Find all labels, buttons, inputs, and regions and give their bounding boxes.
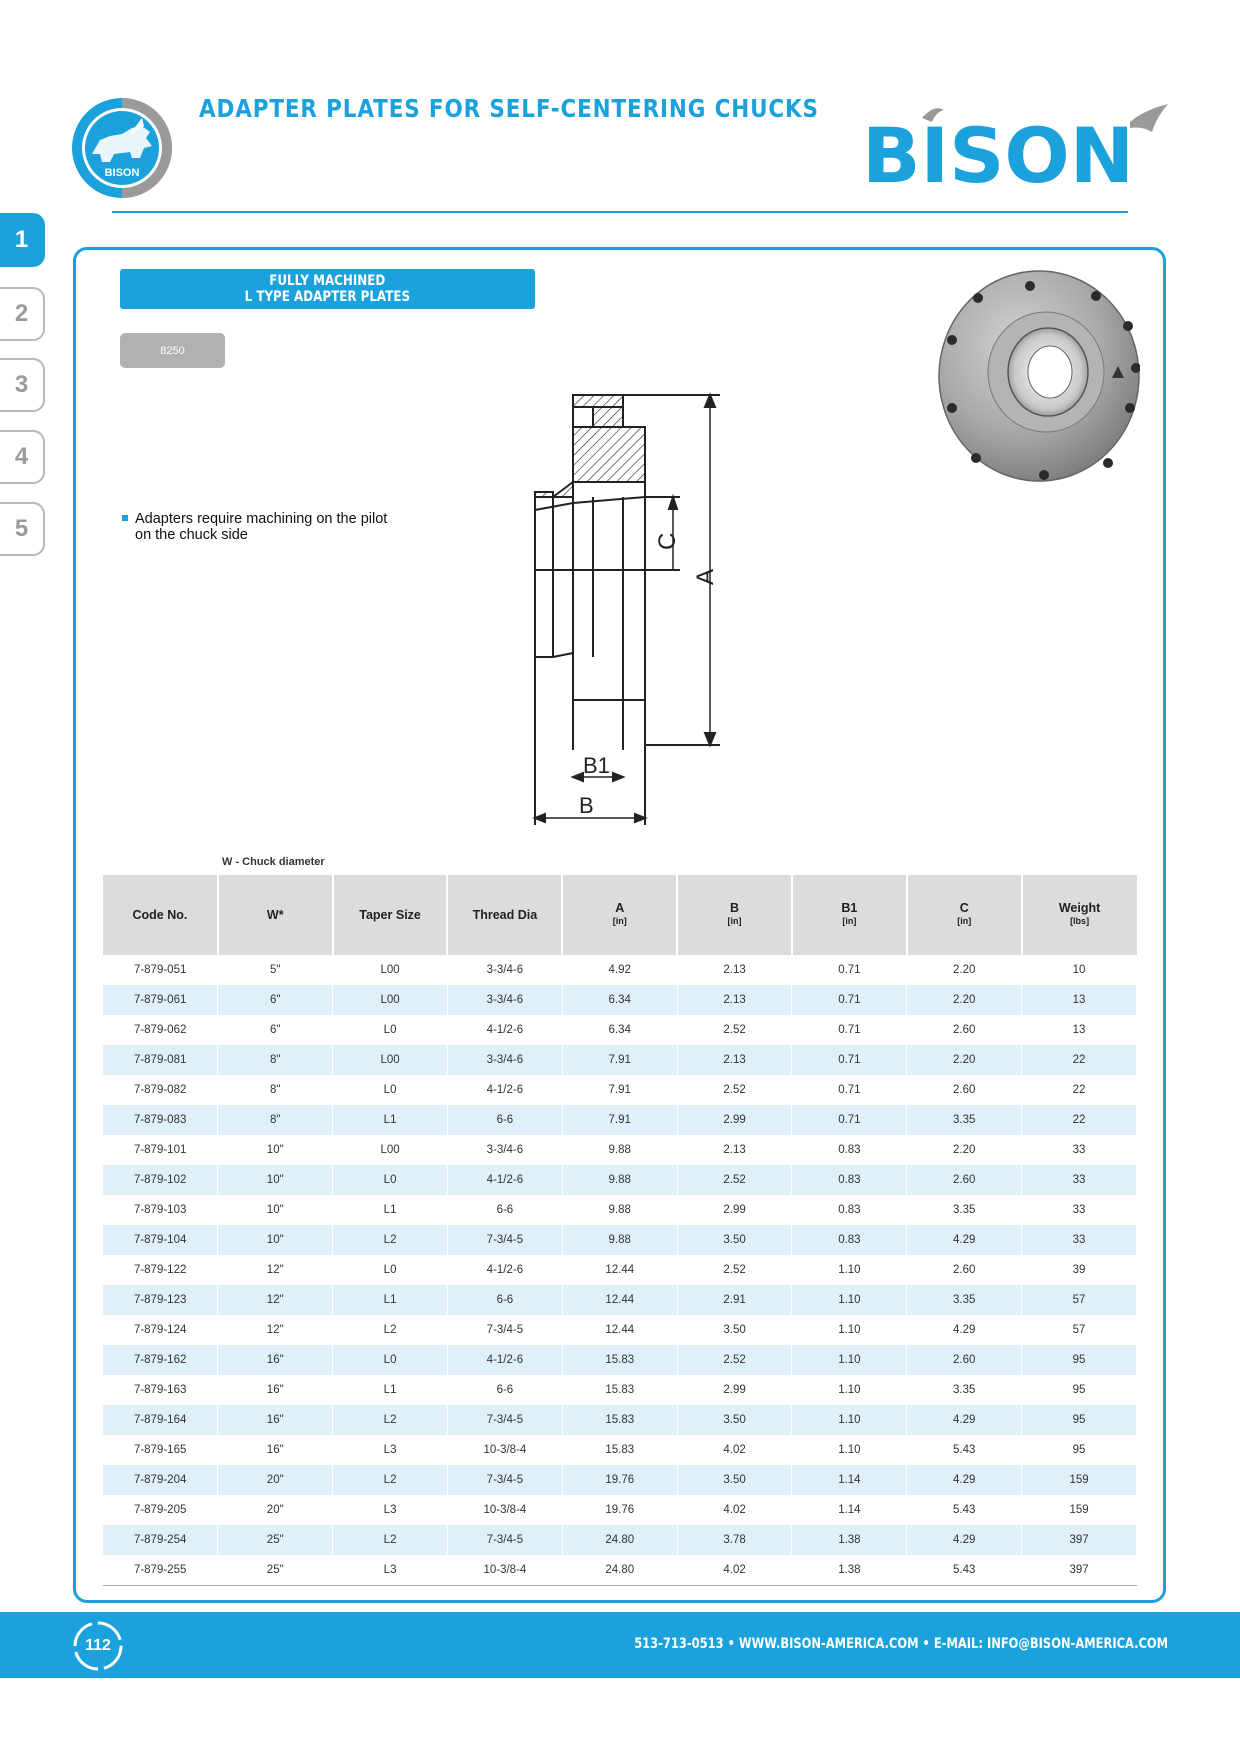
table-cell: 9.88 (562, 1135, 677, 1165)
bison-logo (70, 96, 174, 200)
table-cell: 2.20 (907, 1045, 1022, 1075)
table-cell: L0 (333, 1015, 448, 1045)
table-cell: L2 (333, 1225, 448, 1255)
banner-line-1: FULLY MACHINED (269, 273, 386, 289)
table-cell: 7-3/4-5 (447, 1405, 562, 1435)
table-cell: 13 (1022, 1015, 1137, 1045)
table-cell: L00 (333, 985, 448, 1015)
table-cell: L2 (333, 1405, 448, 1435)
table-cell: 4.29 (907, 1525, 1022, 1555)
bison-brand-logo (862, 104, 1172, 186)
table-cell: 6.34 (562, 1015, 677, 1045)
table-cell: 9.88 (562, 1165, 677, 1195)
header-w: W* (218, 875, 333, 955)
table-cell: 39 (1022, 1255, 1137, 1285)
svg-text:BISON: BISON (862, 111, 1134, 186)
table-cell: 3.35 (907, 1285, 1022, 1315)
table-cell: L0 (333, 1345, 448, 1375)
table-cell: 3.50 (677, 1405, 792, 1435)
table-cell: 95 (1022, 1375, 1137, 1405)
table-cell: 16" (218, 1375, 333, 1405)
table-cell: 4.02 (677, 1495, 792, 1525)
table-cell: 3-3/4-6 (447, 1045, 562, 1075)
table-cell: 2.99 (677, 1195, 792, 1225)
table-cell: 2.20 (907, 985, 1022, 1015)
table-cell: 2.60 (907, 1345, 1022, 1375)
table-row (103, 1135, 1137, 1165)
table-cell: 4.29 (907, 1405, 1022, 1435)
note-line-2: on the chuck side (135, 527, 248, 543)
table-cell: 10 (1022, 955, 1137, 985)
table-cell: 8" (218, 1105, 333, 1135)
table-cell: 1.10 (792, 1255, 907, 1285)
table-cell: 7-879-122 (103, 1255, 218, 1285)
table-caption: W - Chuck diameter (222, 856, 325, 868)
table-cell: 4.02 (677, 1435, 792, 1465)
table-cell: 7-879-102 (103, 1165, 218, 1195)
table-cell: L3 (333, 1555, 448, 1586)
table-cell: 2.52 (677, 1255, 792, 1285)
table-cell: 6-6 (447, 1285, 562, 1315)
table-cell: L0 (333, 1075, 448, 1105)
table-cell: 10" (218, 1165, 333, 1195)
dimension-label-c: C (654, 532, 681, 550)
table-cell: 159 (1022, 1495, 1137, 1525)
table-cell: 2.60 (907, 1165, 1022, 1195)
table-cell: 3-3/4-6 (447, 1135, 562, 1165)
table-cell: 22 (1022, 1045, 1137, 1075)
footer-contact: 513-713-0513 • WWW.BISON-AMERICA.COM • E-MAIL: INFO@BISON-AMERICA.COM (634, 1636, 1168, 1652)
header-b1: B1 [in] (792, 875, 907, 955)
table-cell: L00 (333, 1045, 448, 1075)
table-cell: 2.20 (907, 1135, 1022, 1165)
table-cell: 2.60 (907, 1015, 1022, 1045)
table-cell: 15.83 (562, 1435, 677, 1465)
table-cell: 10-3/8-4 (447, 1555, 562, 1586)
table-row (103, 1015, 1137, 1045)
table-cell: 15.83 (562, 1375, 677, 1405)
section-tab-2[interactable]: 2 (0, 287, 45, 341)
section-tab-1[interactable]: 1 (0, 213, 45, 267)
table-cell: 3.78 (677, 1525, 792, 1555)
table-cell: 3.50 (677, 1315, 792, 1345)
table-cell: 7-3/4-5 (447, 1525, 562, 1555)
table-cell: 95 (1022, 1405, 1137, 1435)
header-code-no: Code No. (103, 875, 218, 955)
table-cell: 2.52 (677, 1345, 792, 1375)
table-cell: 7-879-205 (103, 1495, 218, 1525)
table-row (103, 1495, 1137, 1525)
header-a: A [in] (562, 875, 677, 955)
header-thread-dia: Thread Dia (447, 875, 562, 955)
table-cell: 12.44 (562, 1285, 677, 1315)
table-cell: 7-879-254 (103, 1525, 218, 1555)
table-cell: 10" (218, 1135, 333, 1165)
table-cell: 57 (1022, 1285, 1137, 1315)
table-cell: 7-3/4-5 (447, 1465, 562, 1495)
table-cell: 5" (218, 955, 333, 985)
table-cell: 10-3/8-4 (447, 1435, 562, 1465)
table-cell: 12" (218, 1285, 333, 1315)
table-cell: 2.52 (677, 1075, 792, 1105)
table-cell: 1.10 (792, 1345, 907, 1375)
table-cell: L1 (333, 1375, 448, 1405)
table-cell: 3.50 (677, 1465, 792, 1495)
table-cell: 7-879-062 (103, 1015, 218, 1045)
table-cell: 6-6 (447, 1105, 562, 1135)
table-cell: L1 (333, 1285, 448, 1315)
header-c: C [in] (907, 875, 1022, 955)
table-cell: 22 (1022, 1105, 1137, 1135)
table-cell: 3.35 (907, 1375, 1022, 1405)
table-cell: 22 (1022, 1075, 1137, 1105)
note-line-1: Adapters require machining on the pilot (135, 511, 388, 527)
table-cell: 1.10 (792, 1375, 907, 1405)
table-cell: L00 (333, 1135, 448, 1165)
table-row (103, 1465, 1137, 1495)
header-b: B [in] (677, 875, 792, 955)
table-cell: 4.29 (907, 1315, 1022, 1345)
table-cell: L1 (333, 1195, 448, 1225)
table-cell: 9.88 (562, 1195, 677, 1225)
table-cell: L0 (333, 1165, 448, 1195)
header-weight: Weight [lbs] (1022, 875, 1137, 955)
table-cell: 16" (218, 1345, 333, 1375)
table-cell: 4.29 (907, 1225, 1022, 1255)
table-cell: 7-879-164 (103, 1405, 218, 1435)
bullet-icon (122, 515, 128, 521)
table-cell: 2.13 (677, 985, 792, 1015)
table-cell: 7-879-255 (103, 1555, 218, 1586)
table-cell: 7-879-124 (103, 1315, 218, 1345)
table-cell: 33 (1022, 1165, 1137, 1195)
table-cell: 9.88 (562, 1225, 677, 1255)
table-cell: 0.71 (792, 1015, 907, 1045)
table-cell: 7-879-081 (103, 1045, 218, 1075)
table-cell: 15.83 (562, 1405, 677, 1435)
table-cell: 10-3/8-4 (447, 1495, 562, 1525)
table-cell: 10" (218, 1195, 333, 1225)
table-row (103, 1195, 1137, 1225)
table-cell: 3.50 (677, 1225, 792, 1255)
table-cell: 20" (218, 1465, 333, 1495)
table-row (103, 955, 1137, 985)
table-cell: 2.13 (677, 1135, 792, 1165)
table-cell: 6-6 (447, 1195, 562, 1225)
table-cell: 7-879-061 (103, 985, 218, 1015)
table-cell: 95 (1022, 1435, 1137, 1465)
table-row (103, 1075, 1137, 1105)
table-cell: L2 (333, 1465, 448, 1495)
adapter-plate-photo (938, 268, 1140, 485)
table-cell: L2 (333, 1525, 448, 1555)
table-cell: 2.52 (677, 1165, 792, 1195)
table-cell: L0 (333, 1255, 448, 1285)
model-badge: 8250 (120, 333, 225, 368)
svg-text:BISON: BISON (104, 167, 140, 179)
table-cell: 0.83 (792, 1195, 907, 1225)
page-title: ADAPTER PLATES FOR SELF-CENTERING CHUCKS (199, 94, 819, 123)
header-taper-size: Taper Size (333, 875, 448, 955)
section-tab-5[interactable]: 5 (0, 502, 45, 556)
table-cell: 7-879-051 (103, 955, 218, 985)
table-cell: 7-879-103 (103, 1195, 218, 1225)
table-cell: 12" (218, 1315, 333, 1345)
table-cell: 15.83 (562, 1345, 677, 1375)
table-cell: 3-3/4-6 (447, 955, 562, 985)
table-cell: 16" (218, 1435, 333, 1465)
table-cell: 7-879-082 (103, 1075, 218, 1105)
table-cell: 4-1/2-6 (447, 1255, 562, 1285)
table-cell: 57 (1022, 1315, 1137, 1345)
table-cell: 4-1/2-6 (447, 1165, 562, 1195)
table-cell: 1.10 (792, 1285, 907, 1315)
table-cell: 7-879-204 (103, 1465, 218, 1495)
table-cell: 4.92 (562, 955, 677, 985)
table-cell: 6.34 (562, 985, 677, 1015)
table-cell: 0.83 (792, 1135, 907, 1165)
table-cell: 25" (218, 1555, 333, 1586)
table-cell: 7-879-162 (103, 1345, 218, 1375)
table-cell: 7-879-101 (103, 1135, 218, 1165)
table-cell: 0.71 (792, 955, 907, 985)
table-cell: 1.10 (792, 1435, 907, 1465)
table-cell: L2 (333, 1315, 448, 1345)
table-cell: 3.35 (907, 1105, 1022, 1135)
table-cell: 7-879-165 (103, 1435, 218, 1465)
table-cell: 7-879-123 (103, 1285, 218, 1315)
table-cell: 19.76 (562, 1495, 677, 1525)
table-row (103, 1405, 1137, 1435)
table-cell: 7-3/4-5 (447, 1315, 562, 1345)
table-cell: 12" (218, 1255, 333, 1285)
section-tab-4[interactable]: 4 (0, 430, 45, 484)
table-cell: 5.43 (907, 1555, 1022, 1586)
table-cell: 7.91 (562, 1045, 677, 1075)
table-cell: 10" (218, 1225, 333, 1255)
section-tab-3[interactable]: 3 (0, 358, 45, 412)
table-cell: 1.14 (792, 1495, 907, 1525)
table-cell: 7-879-083 (103, 1105, 218, 1135)
table-cell: L1 (333, 1105, 448, 1135)
table-cell: 6" (218, 985, 333, 1015)
table-cell: 7-879-163 (103, 1375, 218, 1405)
dimension-label-b: B (579, 793, 594, 818)
table-cell: 397 (1022, 1525, 1137, 1555)
table-row (103, 1255, 1137, 1285)
table-row (103, 1375, 1137, 1405)
table-cell: 2.60 (907, 1255, 1022, 1285)
table-cell: 0.71 (792, 1075, 907, 1105)
table-cell: 7.91 (562, 1105, 677, 1135)
table-cell: 12.44 (562, 1255, 677, 1285)
table-row (103, 985, 1137, 1015)
table-cell: 1.10 (792, 1405, 907, 1435)
table-cell: 4-1/2-6 (447, 1075, 562, 1105)
table-header-row (103, 875, 1137, 955)
page-number: 112 (85, 1637, 111, 1654)
table-cell: 0.71 (792, 985, 907, 1015)
table-row (103, 1285, 1137, 1315)
table-cell: 2.99 (677, 1375, 792, 1405)
table-cell: 3.35 (907, 1195, 1022, 1225)
table-cell: 397 (1022, 1555, 1137, 1586)
table-cell: 24.80 (562, 1525, 677, 1555)
dimension-label-b1: B1 (583, 753, 610, 778)
section-banner (120, 269, 535, 309)
dimension-label-a: A (692, 568, 719, 585)
table-cell: L00 (333, 955, 448, 985)
table-row (103, 1555, 1137, 1586)
table-cell: 4-1/2-6 (447, 1015, 562, 1045)
table-row (103, 1315, 1137, 1345)
table-cell: 4-1/2-6 (447, 1345, 562, 1375)
table-cell: 13 (1022, 985, 1137, 1015)
table-cell: L3 (333, 1495, 448, 1525)
table-row (103, 1345, 1137, 1375)
table-cell: L3 (333, 1435, 448, 1465)
table-cell: 5.43 (907, 1495, 1022, 1525)
table-cell: 2.20 (907, 955, 1022, 985)
table-cell: 6-6 (447, 1375, 562, 1405)
specification-table (103, 875, 1137, 1586)
table-cell: 0.83 (792, 1165, 907, 1195)
table-cell: 0.71 (792, 1045, 907, 1075)
table-cell: 25" (218, 1525, 333, 1555)
table-cell: 2.13 (677, 955, 792, 985)
table-cell: 2.52 (677, 1015, 792, 1045)
table-cell: 0.83 (792, 1225, 907, 1255)
table-cell: 95 (1022, 1345, 1137, 1375)
table-cell: 1.38 (792, 1555, 907, 1586)
table-cell: 2.99 (677, 1105, 792, 1135)
table-row (103, 1435, 1137, 1465)
table-cell: 1.38 (792, 1525, 907, 1555)
table-cell: 12.44 (562, 1315, 677, 1345)
note (122, 511, 422, 543)
banner-line-2: L TYPE ADAPTER PLATES (244, 289, 411, 305)
table-cell: 1.14 (792, 1465, 907, 1495)
table-cell: 7.91 (562, 1075, 677, 1105)
table-cell: 2.91 (677, 1285, 792, 1315)
table-row (103, 1045, 1137, 1075)
table-row (103, 1525, 1137, 1555)
table-cell: 33 (1022, 1135, 1137, 1165)
header-divider (112, 211, 1128, 213)
table-row (103, 1105, 1137, 1135)
technical-drawing (505, 385, 750, 830)
table-cell: 4.02 (677, 1555, 792, 1586)
table-cell: 8" (218, 1075, 333, 1105)
table-cell: 16" (218, 1405, 333, 1435)
table-cell: 5.43 (907, 1435, 1022, 1465)
table-cell: 1.10 (792, 1315, 907, 1345)
table-cell: 159 (1022, 1465, 1137, 1495)
table-cell: 33 (1022, 1195, 1137, 1225)
table-cell: 20" (218, 1495, 333, 1525)
table-cell: 19.76 (562, 1465, 677, 1495)
table-cell: 7-879-104 (103, 1225, 218, 1255)
table-cell: 24.80 (562, 1555, 677, 1586)
table-cell: 3-3/4-6 (447, 985, 562, 1015)
table-cell: 0.71 (792, 1105, 907, 1135)
table-cell: 2.60 (907, 1075, 1022, 1105)
table-cell: 2.13 (677, 1045, 792, 1075)
table-row (103, 1225, 1137, 1255)
table-cell: 33 (1022, 1225, 1137, 1255)
table-cell: 4.29 (907, 1465, 1022, 1495)
table-cell: 7-3/4-5 (447, 1225, 562, 1255)
table-cell: 6" (218, 1015, 333, 1045)
table-cell: 8" (218, 1045, 333, 1075)
table-row (103, 1165, 1137, 1195)
